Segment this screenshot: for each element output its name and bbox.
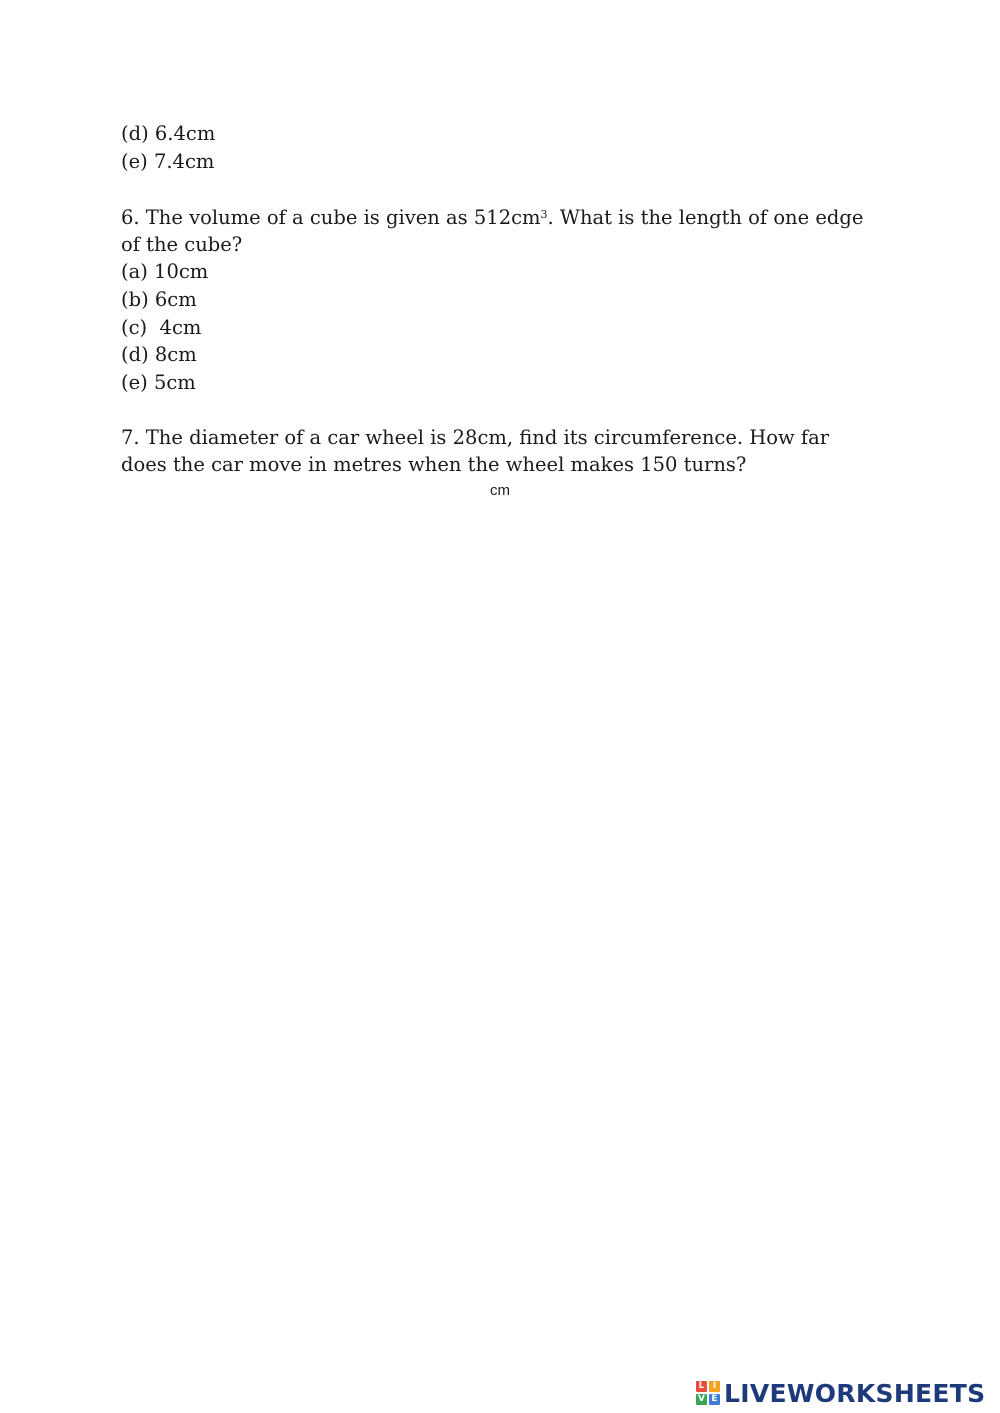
- q6-text-after: . What is the length of one edge of the cube?: [121, 206, 864, 256]
- logo-letter-v: V: [696, 1394, 707, 1405]
- q5-option-e: (e) 7.4cm: [121, 150, 215, 173]
- q6-option-e: (e) 5cm: [121, 371, 196, 394]
- q6-option-c: (c) 4cm: [121, 316, 202, 339]
- q6-option-d: (d) 8cm: [121, 343, 197, 366]
- logo-letter-e: E: [709, 1394, 720, 1405]
- q6-option-a: (a) 10cm: [121, 260, 209, 283]
- logo-letter-l: L: [696, 1381, 707, 1392]
- q7-answer-field[interactable]: [470, 480, 530, 502]
- q6-superscript: 3: [540, 208, 548, 221]
- q6-text-before: 6. The volume of a cube is given as 512cm: [121, 206, 541, 229]
- liveworksheets-logo-icon: [696, 1381, 720, 1405]
- liveworksheets-brand: [696, 1378, 985, 1408]
- q7-answer-unit: cm: [490, 482, 510, 499]
- brand-name: LIVEWORKSHEETS: [724, 1378, 986, 1408]
- q6-option-b: (b) 6cm: [121, 288, 197, 311]
- logo-letter-i: I: [709, 1381, 720, 1392]
- q5-option-d: (d) 6.4cm: [121, 122, 216, 145]
- question-6-text: [121, 204, 881, 258]
- question-7-text: 7. The diameter of a car wheel is 28cm, find its circumference. How far does the car move in metres when the wheel makes 150 turns?: [121, 426, 830, 476]
